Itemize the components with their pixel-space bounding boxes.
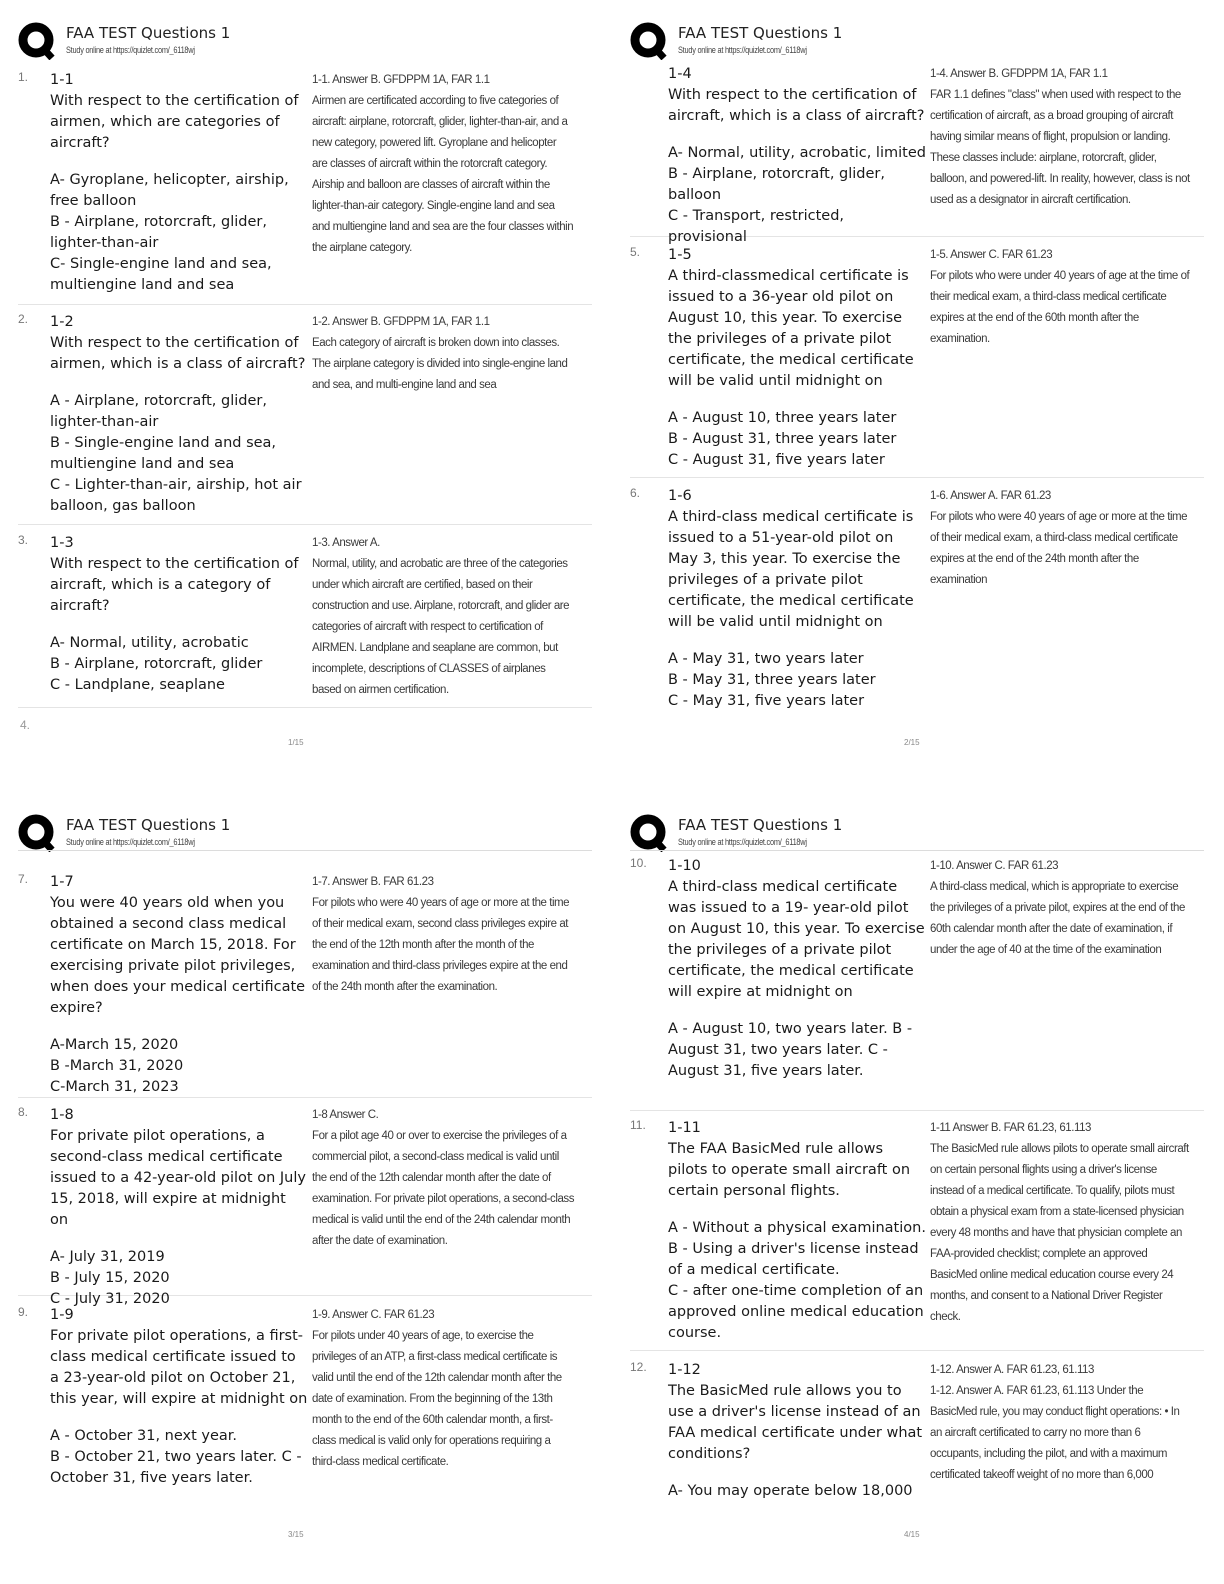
question-stem: With respect to the certification of airmen, which are categories of aircraft? [50, 93, 299, 151]
answer-text: For pilots who were 40 years of age or more at the time of their medical exam, a third-class medical certificate expires at the end of the 24th month after the examination [930, 511, 1188, 586]
option: C - Landplane, seaplane [50, 677, 225, 693]
option: A - May 31, two years later [668, 651, 864, 667]
doc-subtitle: Study online at https://quizlet.com/_6118wj [66, 837, 195, 847]
question-stem: With respect to the certification of aircraft, which is a category of aircraft? [50, 556, 299, 614]
question-stem: A third-classmedical certificate is issued to a 36-year old pilot on August 10, this year. To exercise the privileges of a private pilot certificate, the medical certificate will be valid until midnight on [668, 268, 914, 389]
answer [312, 533, 574, 701]
card-term: 1-2 [50, 314, 74, 330]
quizlet-logo-icon [630, 814, 668, 852]
answer-text: For pilots who were under 40 years of age at the time of their medical exam, a third-class medical certificate expires at the end of the 60th month after the examination. [930, 270, 1190, 345]
option: B - Airplane, rotorcraft, glider, balloon [668, 166, 885, 203]
card-term: 1-6 [668, 488, 692, 504]
option: B - August 31, three years later [668, 431, 897, 447]
option: B -March 31, 2020 [50, 1058, 184, 1074]
quizlet-logo-icon [18, 814, 56, 852]
quizlet-logo-icon [18, 22, 56, 60]
page-header [18, 18, 592, 68]
card-term: 1-10 [668, 858, 701, 874]
option: A- You may operate below 18,000 [668, 1483, 913, 1499]
flashcard [18, 70, 592, 305]
answer-text: 1-12. Answer A. FAR 61.23, 61.113 Under the BasicMed rule, you may conduct flight operations: • In an aircraft certificated to carry no more than 6 occupants, including the pilot, and with a maximum certificated takeoff weight of no more than 6,000 [930, 1385, 1180, 1481]
doc-title: FAA TEST Questions 1 [678, 24, 843, 42]
option: C - May 31, five years later [668, 693, 865, 709]
question-stem: With respect to the certification of aircraft, which is a class of aircraft? [668, 87, 925, 124]
answer-text: For pilots under 40 years of age, to exercise the privileges of an ATP, a first-class medical certificate is valid until the end of the 12th calendar month after the date of examination. From the beginning of the 13th month to the end of the 60th calendar month, a first-class medical is valid only for operations requiring a third-class medical certificate. [312, 1330, 562, 1468]
doc-title: FAA TEST Questions 1 [66, 24, 231, 42]
page-header [630, 810, 1204, 860]
answer-heading: 1-10. Answer C. FAR 61.23 [930, 860, 1059, 872]
option: A - August 10, two years later. B - August 31, two years later. C - August 31, five years later. [668, 1021, 913, 1079]
options [50, 170, 308, 296]
question [50, 70, 308, 296]
option: B - Airplane, rotorcraft, glider, lighter-than-air [50, 214, 267, 251]
option: C- Single-engine land and sea, multiengine land and sea [50, 256, 272, 293]
answer-text: Airmen are certificated according to five categories of aircraft: airplane, rotorcraft, glider, lighter-than-air, and a new category, powered lift. Gyroplane and helicopter are classes of aircraft within the rotorcraft category. Airship and balloon are classes of aircraft within the lighter-than-air category. Single-engine land and sea and multiengine land and sea are the four classes within the airplane category. [312, 95, 574, 254]
card-number: 9. [18, 1305, 29, 1319]
option: B - May 31, three years later [668, 672, 876, 688]
answer-heading: 1-11 Answer B. FAR 61.23, 61.113 [930, 1122, 1091, 1134]
answer-text: For a pilot age 40 or over to exercise the privileges of a commercial pilot, a second-class medical is valid until the end of the 12th calendar month after the date of examination. For private pilot operations, a second-class medical is valid until the end of the 24th calendar month after the date of examination. [312, 1130, 574, 1247]
option: A - August 10, three years later [668, 410, 897, 426]
page-number: 2/15 [904, 738, 920, 747]
doc-title: FAA TEST Questions 1 [678, 816, 843, 834]
question [50, 1105, 308, 1310]
flashcard [18, 1305, 592, 1505]
question-stem: You were 40 years old when you obtained a second class medical certificate on March 15, 2018. For exercising private pilot privileges, when does your medical certificate expire? [50, 895, 306, 1016]
question-stem: With respect to the certification of airmen, which is a class of aircraft? [50, 335, 306, 372]
options [668, 649, 926, 712]
card-number: 10. [630, 856, 647, 870]
card-term: 1-9 [50, 1307, 74, 1323]
answer [930, 486, 1192, 591]
question [668, 856, 926, 1082]
flashcard [630, 245, 1204, 478]
page-3 [0, 792, 612, 1584]
option: A- Normal, utility, acrobatic, limited [668, 145, 926, 161]
answer [312, 1105, 574, 1252]
flashcard [630, 64, 1204, 245]
answer-heading: 1-8 Answer C. [312, 1109, 379, 1121]
flashcard [630, 1118, 1204, 1351]
header-divider [18, 850, 592, 851]
question [50, 872, 308, 1098]
question-stem: A third-class medical certificate is issued to a 51-year-old pilot on May 3, this year. To exercise the privileges of a private pilot certificate, the medical certificate will be valid until midnight on [668, 509, 914, 630]
answer-heading: 1-3. Answer A. [312, 537, 380, 549]
card-number: 1. [18, 70, 29, 84]
question [50, 1305, 308, 1489]
option: C - August 31, five years later [668, 452, 885, 468]
answer [930, 1360, 1192, 1486]
doc-subtitle: Study online at https://quizlet.com/_6118wj [66, 45, 195, 55]
card-number: 8. [18, 1105, 29, 1119]
option: A- Normal, utility, acrobatic [50, 635, 249, 651]
answer [312, 872, 574, 998]
doc-subtitle: Study online at https://quizlet.com/_6118wj [678, 45, 807, 55]
question-stem: For private pilot operations, a second-class medical certificate issued to a 42-year-old pilot on July 15, 2018, will expire at midnight on [50, 1128, 306, 1228]
question [50, 533, 308, 696]
doc-subtitle: Study online at https://quizlet.com/_6118wj [678, 837, 807, 847]
answer-heading: 1-4. Answer B. GFDPPM 1A, FAR 1.1 [930, 68, 1108, 80]
flashcard [630, 486, 1204, 732]
flashcard [18, 533, 592, 708]
question-stem: A third-class medical certificate was issued to a 19- year-old pilot on August 10, this year. To exercise the privileges of a private pilot certificate, the medical certificate will expire at midnight on [668, 879, 925, 1000]
page-number: 4/15 [904, 1530, 920, 1539]
answer [312, 1305, 574, 1473]
option: A- Gyroplane, helicopter, airship, free balloon [50, 172, 289, 209]
question-stem: The BasicMed rule allows you to use a driver's license instead of an FAA medical certificate under what conditions? [668, 1383, 923, 1462]
option: A - October 31, next year. [50, 1428, 238, 1444]
options [50, 1426, 308, 1489]
answer-heading: 1-6. Answer A. FAR 61.23 [930, 490, 1051, 502]
option: A- July 31, 2019 [50, 1249, 165, 1265]
flashcard [630, 856, 1204, 1111]
question [668, 1118, 926, 1344]
card-term: 1-7 [50, 874, 74, 890]
card-term: 1-11 [668, 1120, 701, 1136]
answer-text: The BasicMed rule allows pilots to operate small aircraft on certain personal flights using a driver's license instead of a medical certificate. To qualify, pilots must obtain a physical exam from a state-licensed physician every 48 months and have that physician complete an FAA-provided checklist; complete an approved BasicMed online medical education course every 24 months, and consent to a National Driver Register check. [930, 1143, 1189, 1323]
answer-text: A third-class medical, which is appropriate to exercise the privileges of a private pilot, expires at the end of the 60th calendar month after the date of examination, if under the age of 40 at the time of the examination [930, 881, 1185, 956]
page-4 [612, 792, 1224, 1584]
question-stem: For private pilot operations, a first-class medical certificate issued to a 23-year-old pilot on October 21, this year, will expire at midnight on [50, 1328, 308, 1407]
card-term: 1-5 [668, 247, 692, 263]
page-number: 1/15 [288, 738, 304, 747]
page-number: 3/15 [288, 1530, 304, 1539]
page-1 [0, 0, 612, 792]
option: C - July 31, 2020 [50, 1291, 170, 1307]
card-term: 1-12 [668, 1362, 701, 1378]
question [668, 64, 926, 248]
option: C - Transport, restricted, provisional [668, 208, 845, 245]
header-divider [630, 850, 1204, 851]
question [668, 245, 926, 471]
option: C - after one-time completion of an approved online medical education course. [668, 1283, 924, 1341]
answer [930, 1118, 1192, 1328]
flashcard [18, 872, 592, 1098]
answer-text: For pilots who were 40 years of age or more at the time of their medical exam, second class privileges expire at the end of the 12th month after the month of the examination and third-class privileges expire at the end of the 24th month after the examination. [312, 897, 570, 993]
answer-text: FAR 1.1 defines "class" when used with respect to the certification of aircraft, as a broad grouping of aircraft having similar means of flight, propulsion or landing. These classes include: airplane, rotorcraft, glider, balloon, and powered-lift. In reality, however, class is not used as a designator in aircraft certification. [930, 89, 1190, 206]
page-2 [612, 0, 1224, 792]
quizlet-logo-icon [630, 22, 668, 60]
question [50, 312, 308, 517]
card-term: 1-3 [50, 535, 74, 551]
option: A - Without a physical examination. [668, 1220, 926, 1236]
options [50, 633, 308, 696]
options [668, 1218, 926, 1344]
card-number: 2. [18, 312, 29, 326]
card-number: 5. [630, 245, 641, 259]
options [668, 143, 926, 248]
answer-heading: 1-5. Answer C. FAR 61.23 [930, 249, 1053, 261]
option: B - Single-engine land and sea, multiengine land and sea [50, 435, 277, 472]
options [50, 1247, 308, 1310]
page-header [630, 18, 1204, 68]
card-number: 11. [630, 1118, 646, 1132]
answer [312, 70, 574, 259]
card-number: 12. [630, 1360, 647, 1374]
card-number-stub: 4. [20, 718, 31, 732]
card-term: 1-1 [50, 72, 74, 88]
question [668, 1360, 926, 1502]
page-header [18, 810, 592, 860]
options [668, 1481, 926, 1502]
answer-text: Normal, utility, and acrobatic are three of the categories under which aircraft are certified, based on their construction and use. Airplane, rotorcraft, and glider are categories of aircraft with respect to certification of AIRMEN. Landplane and seaplane are common, but incomplete, descriptions of CLASSES of airplanes based on airmen certification. [312, 558, 570, 696]
answer-heading: 1-12. Answer A. FAR 61.23, 61.113 [930, 1364, 1094, 1376]
options [668, 408, 926, 471]
answer-heading: 1-1. Answer B. GFDPPM 1A, FAR 1.1 [312, 74, 490, 86]
card-term: 1-4 [668, 66, 692, 82]
option: A - Airplane, rotorcraft, glider, lighter-than-air [50, 393, 267, 430]
options [668, 1019, 926, 1082]
card-number: 6. [630, 486, 641, 500]
option: C - Lighter-than-air, airship, hot air balloon, gas balloon [50, 477, 302, 514]
answer [930, 245, 1192, 350]
answer [930, 856, 1192, 961]
option: A-March 15, 2020 [50, 1037, 179, 1053]
card-term: 1-8 [50, 1107, 74, 1123]
doc-title: FAA TEST Questions 1 [66, 816, 231, 834]
answer [930, 64, 1192, 211]
question [668, 486, 926, 712]
card-number: 3. [18, 533, 29, 547]
question-stem: The FAA BasicMed rule allows pilots to operate small aircraft on certain personal flights. [668, 1141, 911, 1199]
option: B - Airplane, rotorcraft, glider [50, 656, 263, 672]
answer-text: Each category of aircraft is broken down into classes. The airplane category is divided into single-engine land and sea, and multi-engine land and sea [312, 337, 568, 391]
options [50, 391, 308, 517]
option: B - Using a driver's license instead of a medical certificate. [668, 1241, 919, 1278]
answer [312, 312, 574, 396]
option: C-March 31, 2023 [50, 1079, 179, 1095]
option: B - October 21, two years later. C - October 31, five years later. [50, 1449, 302, 1486]
answer-heading: 1-2. Answer B. GFDPPM 1A, FAR 1.1 [312, 316, 490, 328]
answer-heading: 1-9. Answer C. FAR 61.23 [312, 1309, 435, 1321]
flashcard [630, 1360, 1204, 1520]
option: B - July 15, 2020 [50, 1270, 170, 1286]
answer-heading: 1-7. Answer B. FAR 61.23 [312, 876, 434, 888]
flashcard [18, 312, 592, 525]
card-number: 7. [18, 872, 29, 886]
flashcard [18, 1105, 592, 1307]
options [50, 1035, 308, 1098]
